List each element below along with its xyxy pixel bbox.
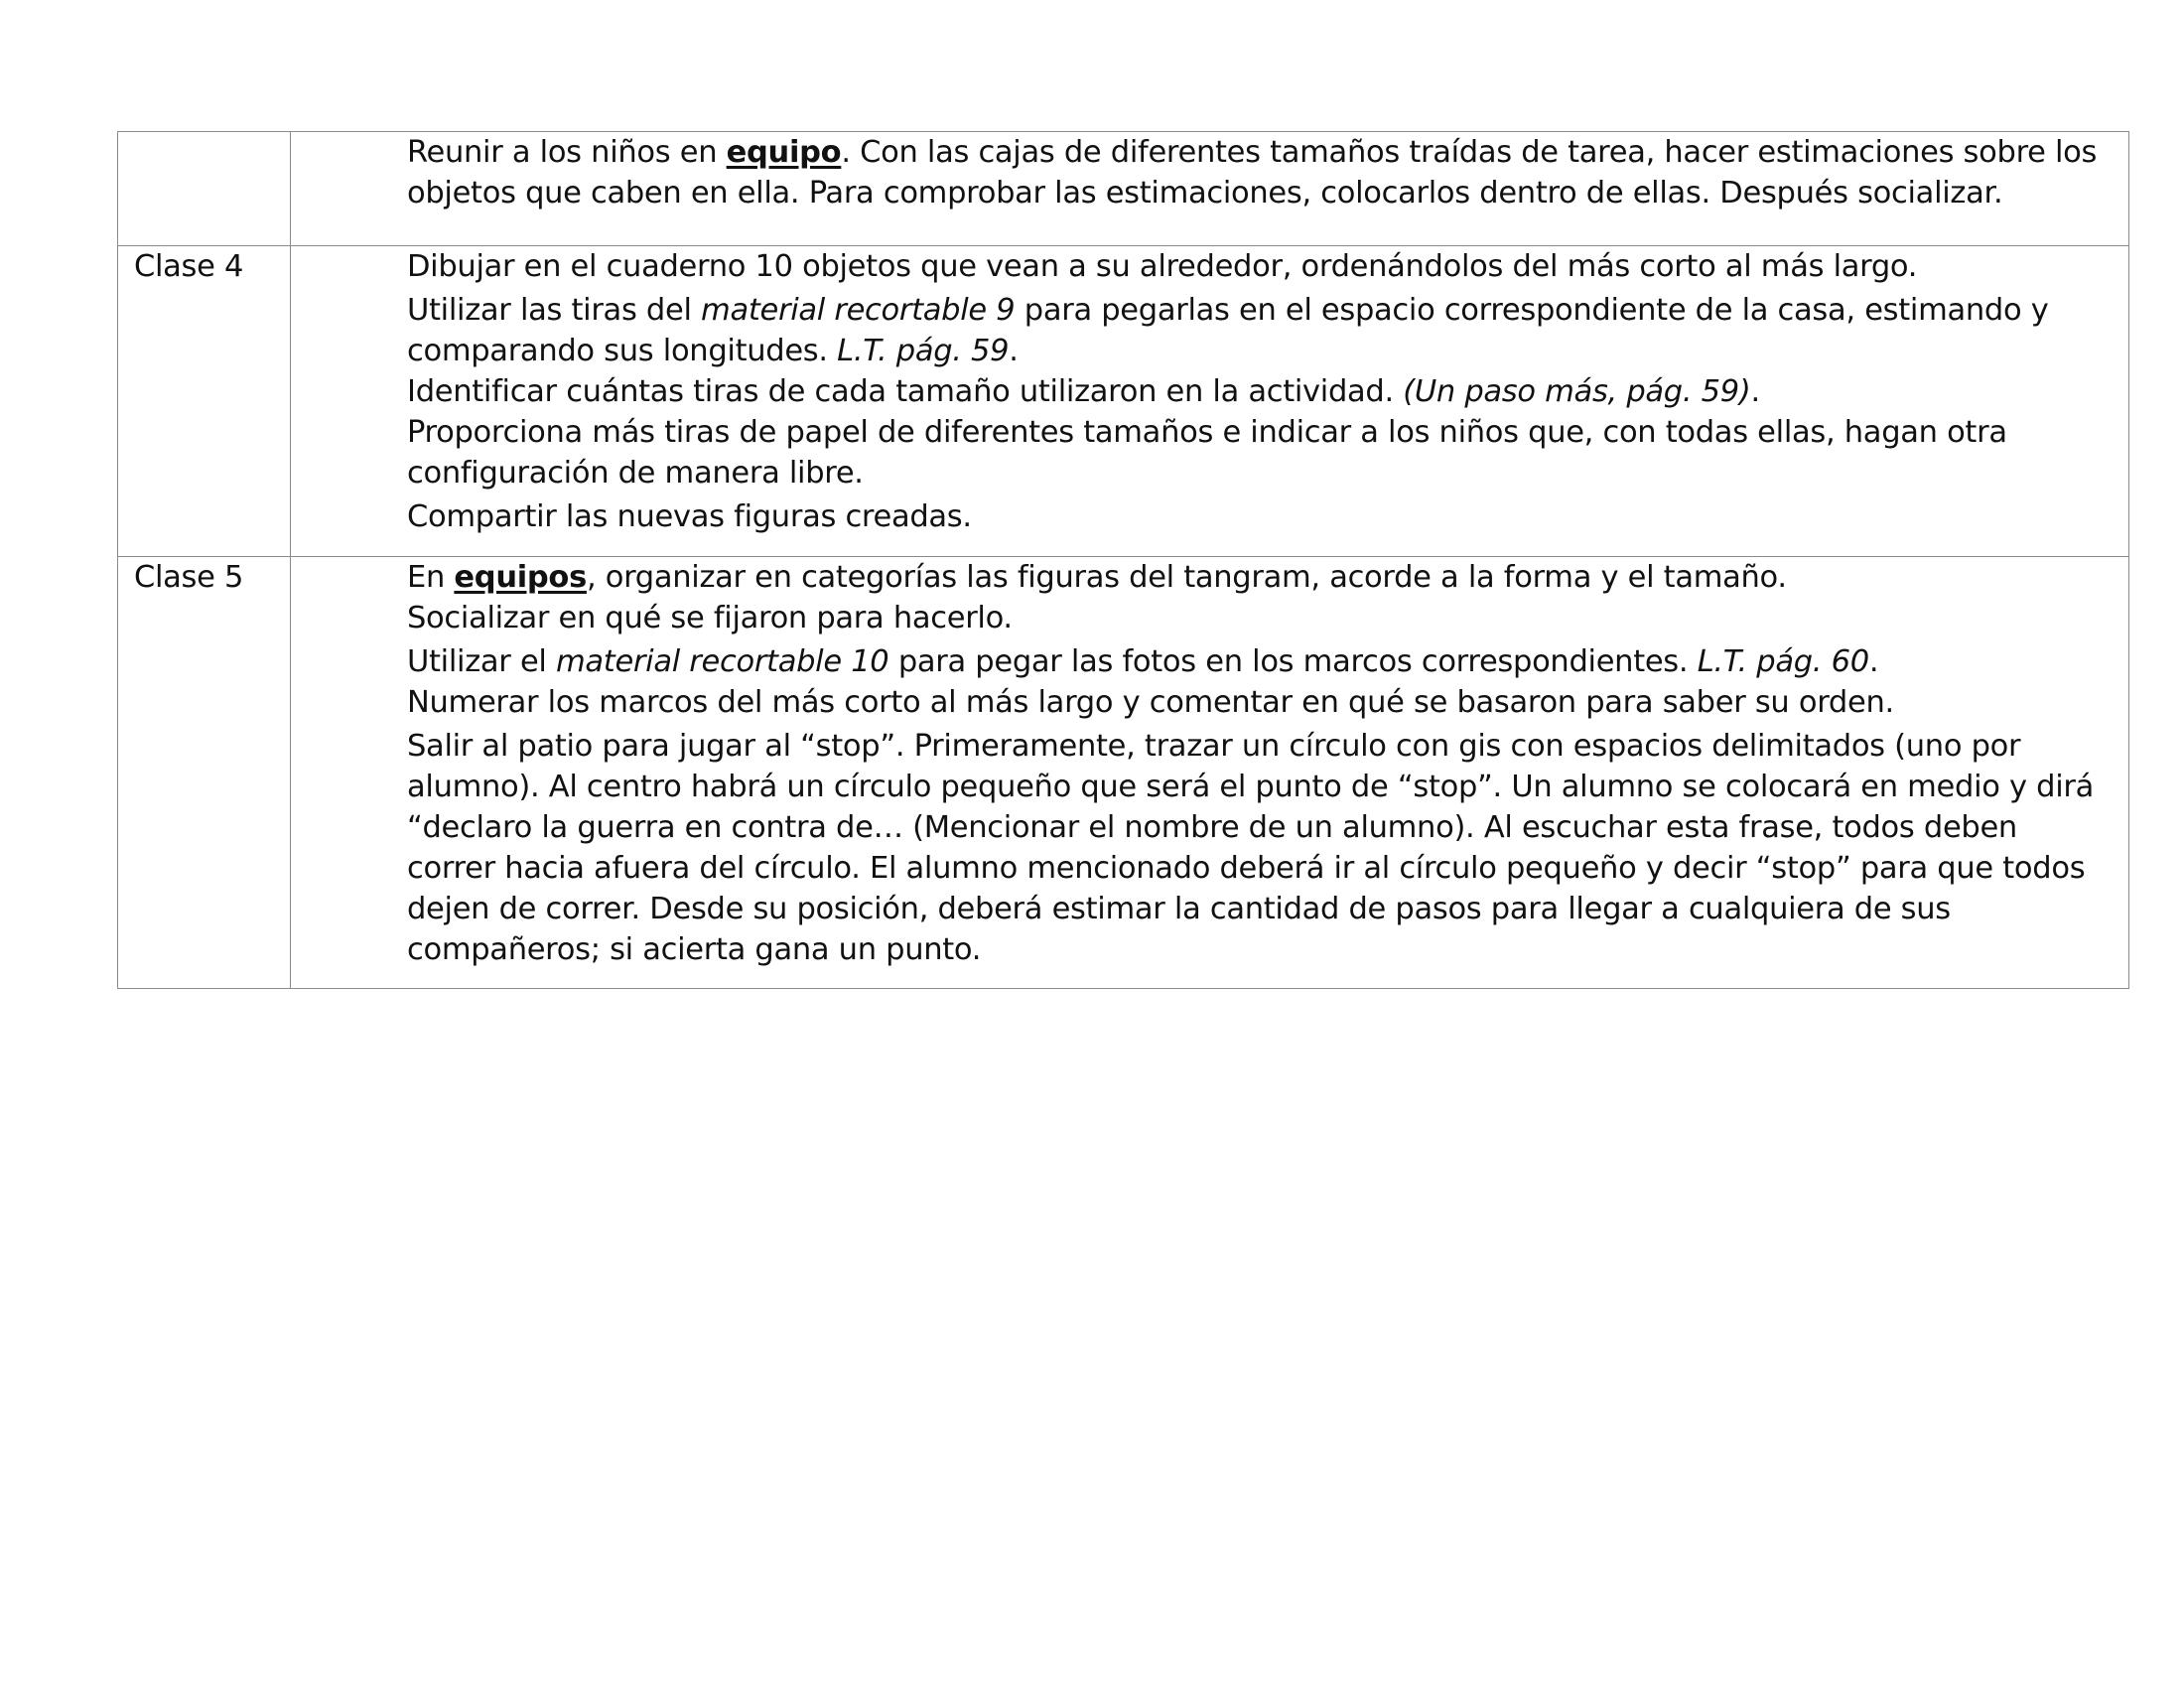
- table-row: [118, 132, 2129, 246]
- paragraph: Dibujar en el cuaderno 10 objetos que vean a su alrededor, ordenándolos del más corto al más largo.: [407, 249, 1918, 284]
- emphasis-keyword: equipo: [726, 135, 842, 170]
- paragraph: Compartir las nuevas figuras creadas.: [407, 499, 972, 534]
- paragraph: Utilizar las tiras del material recortable 9 para pegarlas en el espacio correspondiente de la casa, estimando y comparando sus longitudes. L.T. pág. 59.: [407, 293, 2049, 368]
- material-reference: material recortable 10: [555, 644, 889, 679]
- book-reference: L.T. pág. 59: [837, 334, 1010, 368]
- paragraph: Reunir a los niños en equipo. Con las cajas de diferentes tamaños traídas de tarea, hacer estimaciones sobre los objetos que caben en ella. Para comprobar las estimaciones, colocarlos dentro de ellas. Después socializar.: [407, 135, 2098, 211]
- table-row: [118, 246, 2129, 557]
- row-content: [291, 557, 2129, 989]
- book-reference: (Un paso más, pág. 59): [1403, 374, 1751, 409]
- paragraph: En equipos, organizar en categorías las figuras del tangram, acorde a la forma y el tamaño.: [407, 560, 1787, 595]
- material-reference: material recortable 9: [701, 293, 1016, 328]
- book-reference: L.T. pág. 60: [1697, 644, 1869, 679]
- paragraph: Numerar los marcos del más corto al más largo y comentar en qué se basaron para saber su orden.: [407, 685, 1894, 720]
- paragraph: Socializar en qué se fijaron para hacerlo.: [407, 601, 1013, 635]
- paragraph: Utilizar el material recortable 10 para pegar las fotos en los marcos correspondientes. L.T. pág. 60.: [407, 644, 1879, 679]
- paragraph: Proporciona más tiras de papel de diferentes tamaños e indicar a los niños que, con todas ellas, hagan otra configuración de manera libre.: [407, 415, 2007, 491]
- paragraph: Salir al patio para jugar al “stop”. Primeramente, trazar un círculo con gis con espacios delimitados (uno por alumno). Al centro habrá un círculo pequeño que será el punto de “stop”. Un alumno se colocará en medio y dirá “declaro la guerra en contra de… (Mencionar el nombre de un alumno). Al escuchar esta frase, todos deben correr hacia afuera del círculo. El alumno mencionado deberá ir al círculo pequeño y decir “stop” para que todos dejen de correr. Desde su posición, deberá estimar la cantidad de pasos para llegar a cualquiera de sus compañeros; si acierta gana un punto.: [407, 729, 2095, 967]
- row-label: [118, 132, 291, 246]
- paragraph: Identificar cuántas tiras de cada tamaño utilizaron en la actividad. (Un paso más, pág. 59).: [407, 374, 1760, 409]
- row-content: [291, 246, 2129, 557]
- lesson-plan-table: [117, 131, 2129, 989]
- row-label: Clase 4: [118, 246, 291, 557]
- emphasis-keyword: equipos: [454, 560, 587, 595]
- row-content: [291, 132, 2129, 246]
- table-row: [118, 557, 2129, 989]
- row-label: Clase 5: [118, 557, 291, 989]
